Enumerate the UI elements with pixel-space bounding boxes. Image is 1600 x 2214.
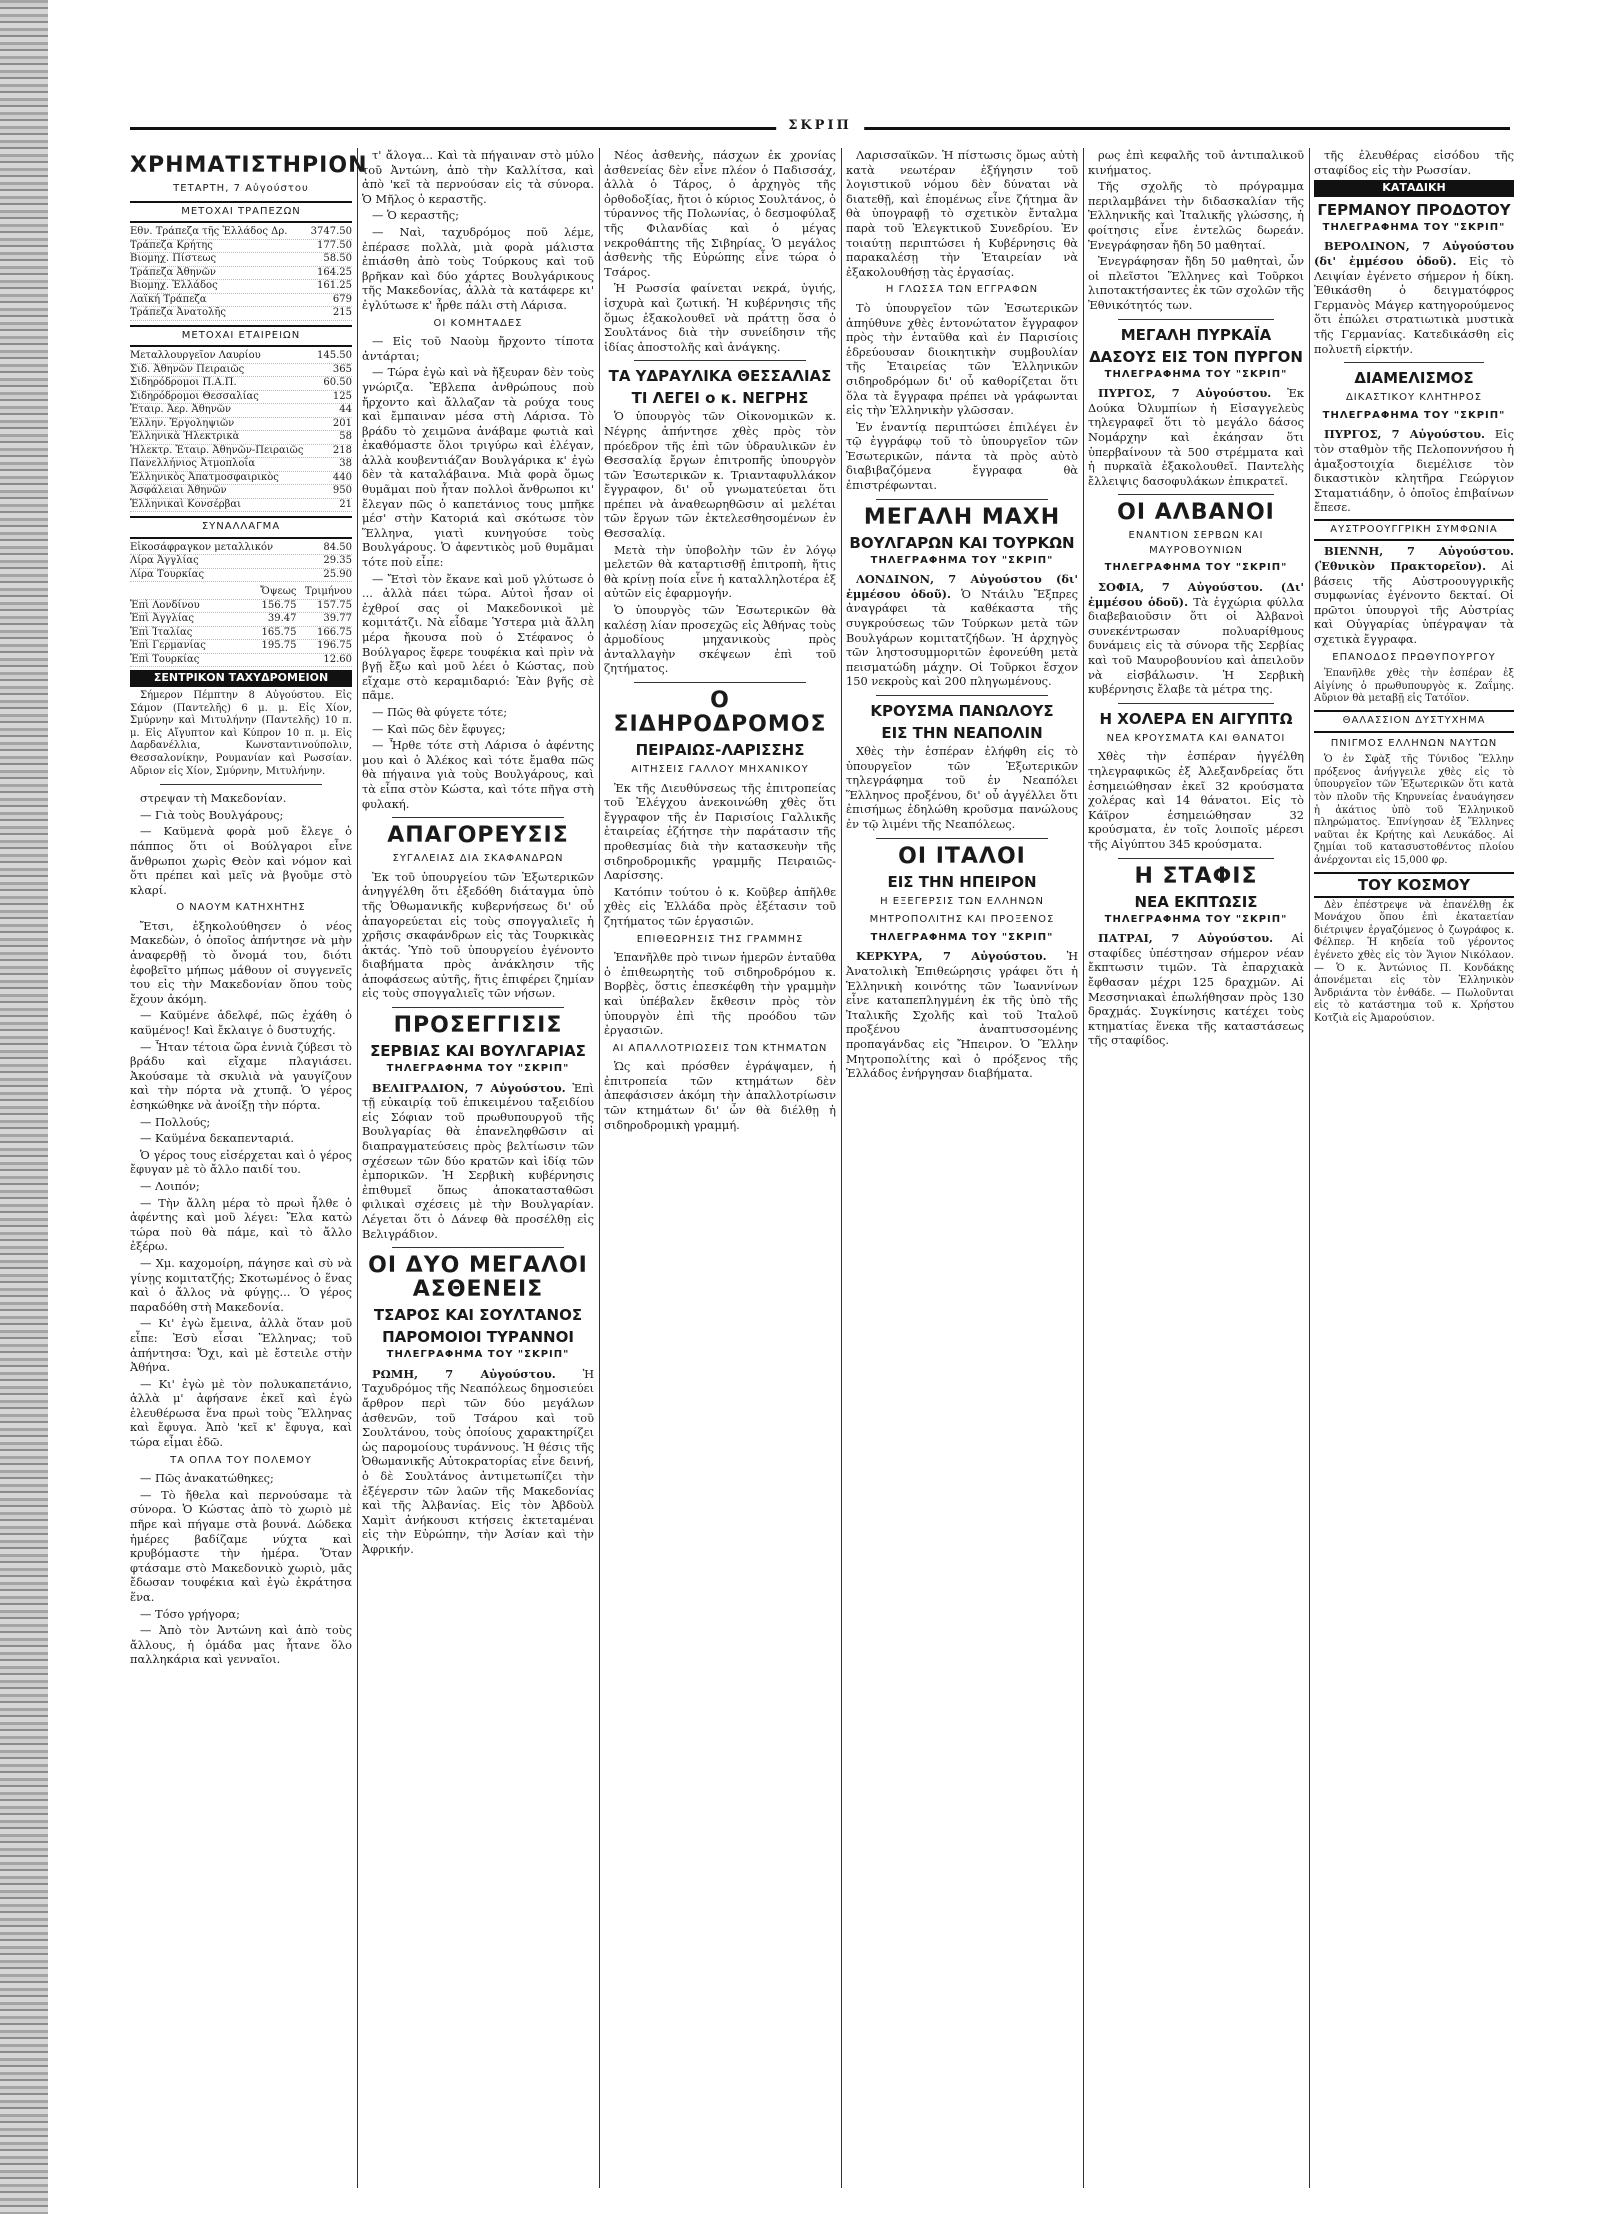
komitades-paragraph: — Εἰς τοῦ Ναοὺμ ἤρχοντο τίποτα ἀντάρται; [362,334,594,363]
italians-text: Ἡ Ἀνατολικὴ Ἐπιθεώρησις γράφει ὅτι ἡ Ἑλληνικὴ κοινότης τῶν Ἰωαννίνων εἶνε καταπεπληγμένη ἐκ τῆς ὑπὸ τῆς Ἰταλικῆς Σχολῆς καὶ τοῦ Ἰταλοῦ προξένου ἀναπτυσσομένης προπαγάνδας εἰς Ἤπειρον. Ὁ Ἕλλην Μητροπολίτης καὶ ὁ πρόξενος τῆς Ἑλλάδος ἐνήργησαν διαβήματα. [846,949,1078,1081]
market-value: 950 [332,485,352,497]
company-shares-table [130,350,352,512]
albanians-title: ΟΙ ΑΛΒΑΝΟΙ [1117,500,1275,526]
disaster-title: ΘΑΛΑΣΣΙΟΝ ΔΥΣΤΥΧΗΜΑ [1314,710,1514,733]
weapons-paragraph: — Τὸ ἤθελα καὶ περνούσαμε τὰ σύνορα. Ὁ Κώστας ἀπὸ τὸ χωριὸ μὲ πῆρε καὶ πήγαμε στὰ βουνά. Δώδεκα ἡμέρες βαδίζαμε νύχτα καὶ κρυβόμαστε τὴν ἡμέρα. Ὅταν φτάσαμε στὸ Μακεδονικὸ χωριὸ, μᾶς ἔδωσαν τουφέκια καὶ ἐγὼ ἐκράτησα ἕνα. [130,1487,352,1604]
market-row [130,542,352,556]
column-2 [362,148,594,2188]
exchange-title: ΧΡΗΜΑΤΙΣΤΗΡΙΟΝ [130,153,368,178]
market-row [130,350,352,364]
austro-dateline: ΒΙΕΝΝΗ, 7 Αὐγούστου. (Ἐθνικὸν Πρακτορεῖον). [1314,544,1514,574]
column-3 [604,148,836,2188]
market-value: 164.25 [317,266,352,278]
italians-subtitle: ΕΙΣ ΤΗΝ ΗΠΕΙΡΟΝ [887,872,1037,891]
market-row [130,364,352,378]
battle-tele: ΤΗΛΕΓΡΑΦΗΜΑ ΤΟΥ "ΣΚΡΙΠ" [870,554,1054,566]
market-name: Τράπεζα Ἀνατολῆς [130,307,226,319]
naoum-paragraph: — Λοιπόν; [140,1178,200,1193]
naples-text: Χθὲς τὴν ἑσπέραν ἐλήφθη εἰς τὸ ὑπουργεῖον τῶν Ἐξωτερικῶν τηλεγράφημα τοῦ ἐν Νεαπόλει Ἕλληνος προξένου, δι' οὗ ἀγγέλλει ὅτι ἐπισήμως ἐδηλώθη κροῦσμα πανώλους ἐν τῷ λιμένι τῆς Νεαπόλεως. [846,744,1078,831]
cholera-title: Η ΧΟΛΕΡΑ ΕΝ ΑΙΓΥΠΤΩ [1099,709,1293,728]
market-value: 365 [332,363,352,375]
article-paragraph: — Ὁ κεραστῆς; [372,208,459,223]
fx-cell: Ἐπὶ Ἀγγλίας [130,613,194,625]
language-paragraph: Ἐν ἐναντίᾳ περιπτώσει ἐπιλέγει ἐν τῷ ἐγγράφῳ τοῦ τὸ ὑπουργεῖον τῶν Ἐσωτερικῶν, πάντα τὰ πρὸς αὐτὸ διαβιβαζόμενα ἔγγραφα θὰ ἐπιστρέφωνται. [846,419,1078,493]
market-value: 3747.50 [310,226,352,238]
fx-row [130,640,352,654]
forests-tele: ΤΗΛΕΓΡΑΦΗΜΑ ΤΟΥ "ΣΚΡΙΠ" [1104,368,1288,380]
railway-title: Ο ΣΙΔΗΡΟΔΡΟΜΟΣ [613,688,827,737]
market-value: 58.50 [323,253,352,265]
language-block [846,301,1078,493]
continued-text [362,148,594,313]
story-paragraph: — Γιὰ τοὺς Βουλγάρους; [140,807,284,822]
column-1 [130,148,368,2188]
market-name: Λίρα Ἀγγλίας [130,555,199,567]
battle-text: Ὁ Ντάιλυ Ἔξπρες ἀναγράφει τὰ καθέκαστα τῆς συγκρούσεως τῶν Τούρκων μετὰ τῶν Βουλγάρων κομιτατζήδων. Ἡ ἀρχηγὸς τῶν ληστοσυμμοριτῶν ἐφονεύθη μετὰ πεισματώδη μάχην. Οἱ Τοῦρκοι ἔσχον 150 νεκροὺς καὶ 200 πληγωμένους. [846,586,1078,689]
thessaly-paragraph: Ὁ ὑπουργὸς τῶν Οἰκονομικῶν κ. Νέγρης ἀπήντησε χθὲς πρὸς τὸν πρόεδρον τῆς ἐπὶ τῶν ὑδραυλικῶν ἐν Θεσσαλίᾳ ἔργων ἐπιτροπῆς ὑπουργὸν τῶν Ἐσωτερικῶν κ. Τριανταφυλλάκον ἔγγραφον, δι' οὗ γνωματεύεται ὅτι πρέπει νὰ ἀναθεωρηθῶσιν αἱ μελέται τῶν ἔργων τῶν ἐκτελεσθησομένων ἐν Θεσσαλίᾳ. [604,409,836,541]
article-paragraph: Λαρισσαϊκῶν. Ἡ πίστωσις ὅμως αὐτὴ κατὰ νεωτέραν ἐξήγησιν τοῦ λογιστικοῦ νόμου δὲν δύναται νὰ διατεθῇ, καὶ ἐπομένως εἶνε ζήτημα ἂν θὰ ὑπογραφῇ τὸ σχετικὸν ἔνταλμα παρὰ τοῦ Ἐλεγκτικοῦ Συνεδρίου. Ἐν τοιαύτῃ περιπτώσει ἡ Κυβέρνησις θὰ παρακαλέσῃ τὴν Ἑταιρείαν νὰ ἐξακολουθήσῃ τὰς ἐργασίας. [846,148,1078,279]
italians-sub3: ΜΗΤΡΟΠΟΛΙΤΗΣ ΚΑΙ ΠΡΟΞΕΝΟΣ [869,914,1055,926]
article-paragraph: Τῆς σχολῆς τὸ πρόγραμμα περιλαμβάνει τὴν διδασκαλίαν τῆς Ἑλληνικῆς καὶ Ἰταλικῆς γλώσσης, ἡ φοίτησις εἶνε ἐντελῶς δωρεάν. Ἐνεγράφησαν ἤδη 50 μαθηταί. [1088,179,1304,252]
market-value: 177.50 [317,239,352,251]
market-name: Σιδ. Ἀθηνῶν Πειραιῶς [130,363,245,375]
market-row [130,499,352,513]
serbia-title: ΠΡΟΣΕΓΓΙΣΙΣ [393,1013,563,1039]
masthead-title: ΣΚΡΙΠ [776,118,864,133]
thessaly-paragraph: Ὁ ὑπουργὸς τῶν Ἐσωτερικῶν θὰ καλέσῃ λίαν προσεχῶς εἰς Ἀθήνας τοὺς ἀρμοδίους μηχανικοὺς πρὸς ἀνταλλαγὴν σκέψεων ἐπὶ τοῦ ζητήματος. [604,603,836,676]
market-value: 125 [332,390,352,402]
market-row [130,458,352,472]
exchange-rates-table [130,542,352,583]
market-value: 679 [332,293,352,305]
inspection-title: ΕΠΙΘΕΩΡΗΣΙΣ ΤΗΣ ΓΡΑΜΜΗΣ [636,933,804,945]
naples-title: ΚΡΟΥΣΜΑ ΠΑΝΩΛΟΥΣ [870,702,1054,720]
post-title: ΣΕΝΤΡΙΚΟΝ ΤΑΧΥΔΡΟΜΕΙΟΝ [130,670,352,687]
ban-text: Ἐκ τοῦ ὑπουργείου τῶν Ἐξωτερικῶν ἀνηγγέλθη ὅτι ἐξεδόθη διάταγμα ὑπὸ τῆς Ὀθωμανικῆς κυβερνήσεως δι' οὗ ἀπαγορεύεται εἰς τοὺς σπογγαλιεῖς ἡ χρῆσις σκαφάνδρων εἰς τὰς Τουρκικὰς ἀκτάς. Ὑπὸ τοῦ ὑπουργείου ἐγένοντο διαβήματα πρὸς ἀνάκλησιν τῆς ἀποφάσεως αὐτῆς, ἥτις ἐπιφέρει ζημίαν εἰς τοὺς σπογγαλιεῖς τῶν νήσων. [362,869,594,1001]
weapons-paragraph: — Τόσο γρήγορα; [140,1606,240,1621]
market-row [130,431,352,445]
weapons-block [130,1471,352,1667]
forests-subtitle: ΔΑΣΟΥΣ ΕΙΣ ΤΟΝ ΠΥΡΓΟΝ [1089,347,1303,366]
albanians-tele: ΤΗΛΕΓΡΑΦΗΜΑ ΤΟΥ "ΣΚΡΙΠ" [1104,562,1288,574]
traitor-subtitle: ΓΕΡΜΑΝΟΥ ΠΡΟΔΟΤΟΥ [1317,200,1511,219]
continued-text [1314,148,1514,177]
market-name: Εἰκοσάφραγκον μεταλλικόν [130,541,274,553]
fx-cell: 39.47 [267,613,297,625]
komitades-title: ΟΙ ΚΟΜΗΤΑΔΕΣ [433,317,523,329]
komitades-paragraph: — Τώρα ἐγὼ καὶ νὰ ἤξευραν δὲν τοὺς γνώριζα. Ἔβλεπα ἀνθρώπους ποὺ ἤρχοντο καὶ ἄλλαζαν τὰ ρούχα τους καὶ ἔμπαιναν μέσα στὴ Λάρισα. Τὸ βράδυ τὸ χειμῶνα ἀνάβαμε φωτιὰ καὶ ἐκαθόμαστε ὅλοι τριγύρω καὶ ἐλέγαν, ἀλλὰ κουβεντιάζαν Βουλγάρικα κ' ἐγὼ δὲν τὰ καταλάβαινα. Μιὰ φορὰ ὅμως θυμᾶμαι ποὺ ἦταν πολλοὶ ἄνθρωποι κι' ἔλεγαν πῶς ὁ καπετάνιος τους μπῆκε μέσ' στὴν Κατοριά καὶ σκότωσε τὸν Ἕλληνα, γιατὶ κυνηγούσε τοὺς Βουλγάρους. Ὁ ἀφεντικὸς μοῦ θυμᾶμαι τότε ποὺ εἶπε: [362,365,594,570]
column-rule [1309,148,1310,2188]
continued-text [846,148,1078,279]
traitor-dateline: ΒΕΡΟΛΙΝΟΝ, 7 Αὐγούστου (δι' ἐμμέσου ὁδοῦ). [1314,239,1514,268]
currant-text: Αἱ σταφίδες ὑπέστησαν σήμερον νέαν ἔκπτωσιν τιμῶν. Τὰ ἐπαρχιακὰ ἔφθασαν μέχρι 125 δραχμῶν. Αἱ Μεσσηνιακαὶ ἐπωλήθησαν πρὸς 130 δραχμάς. Συγκίνησις κατέχει τοὺς κτηματίας ἕνεκα τῆς καταστάσεως τῆς σταφίδος. [1088,931,1305,1048]
story-paragraph: — Καϋμενὰ φορὰ μοῦ ἔλεγε ὁ πάππος ὅτι οἱ Βούλγαροι εἶνε ἄνθρωποι χωρὶς Θεὸν καὶ νόμον καὶ ὅτι πρέπει καὶ μεῖς νὰ βγοῦμε στὸ κλαρί. [130,824,352,897]
article-paragraph: Νέος ἀσθενὴς, πάσχων ἐκ χρονίας ἀσθενείας δὲν εἶνε πλέον ὁ Παδισσάχ, ἀλλὰ ὁ Τάρος, ὁ ἀρχηγὸς τῆς ὀρθοδοξίας, ἤτοι ὁ κύριος Σουλτάνος, ὁ τύραννος τῆς Πολωνίας, ὁ δεσμοφύλαξ τῆς Φιλανδίας καὶ ὁ μέγας νεκροθάπτης τῆς Σιβηρίας. Ὁ μεγάλος ἀσθενὴς τῆς Εὐρώπης εἶνε τώρα ὁ Τσάρος. [604,148,836,279]
fx-cell: 157.75 [317,599,352,611]
market-row [130,280,352,294]
traitor-text: Εἰς τὸ Λειψίαν ἐγένετο σήμερον ἡ δίκη. Ἐθικάσθη ὁ δειγματόφρος Γερμανὸς Μάγερ κατηγορούμενος ὅτι ἐπώλει στρατιωτικὰ μυστικὰ τῆς Γερμανίας. Κατεδικάσθη εἰς πολυετῆ εἱρκτήν. [1314,253,1514,356]
market-name: Λαϊκή Τράπεζα [130,293,207,305]
market-name: Ἑλληνικαὶ Κονσέρβαι [130,498,242,510]
italians-dateline: ΚΕΡΚΥΡΑ, 7 Αὐγούστου. [856,949,1047,964]
currant-dateline: ΠΑΤΡΑΙ, 7 Αὐγούστου. [1098,931,1274,946]
column-rule [357,148,358,2188]
article-paragraph: τῆς ἐλευθέρας εἰσόδου τῆς σταφίδος εἰς τὴν Ρωσσίαν. [1314,148,1514,177]
market-row [130,307,352,321]
cholera-subtitle: ΝΕΑ ΚΡΟΥΣΜΑΤΑ ΚΑΙ ΘΑΝΑΤΟΙ [1106,732,1286,744]
fx-cell [130,586,241,599]
market-name: Ἑταιρ. Ἀερ. Ἀθηνῶν [130,404,232,416]
market-row [130,391,352,405]
expropriation-title: ΑΙ ΑΠΑΛΛΟΤΡΙΩΣΕΙΣ ΤΩΝ ΚΤΗΜΑΤΩΝ [612,1042,828,1054]
judiciary-title: ΔΙΑΜΕΛΙΣΜΟΣ [1354,369,1474,388]
railway-paragraph: Κατόπιν τούτου ὁ κ. Κοῦβερ ἀπῆλθε χθὲς εἰς Ἑλλάδα πρὸς ἐξέτασιν τοῦ ζητήματος τῶν ἐργασιῶν. [604,884,836,928]
article-paragraph: ρως ἐπὶ κεφαλῆς τοῦ ἀντιπαλικοῦ κινήματος. [1088,148,1304,177]
currant-title: Η ΣΤΑΦΙΣ [1134,863,1258,889]
fx-row [130,600,352,614]
railway-subtitle: ΠΕΙΡΑΙΩΣ-ΛΑΡΙΣΣΗΣ [635,741,805,759]
market-value: 25.90 [323,568,352,580]
article-paragraph: — Ναὶ, ταχυδρόμος ποῦ λέμε, ἐπέρασε πολλὰ, μιὰ φορὰ μάλιστα ἐπιάσθη ἀπὸ τοὺς Τούρκους καὶ τοῦ βρῆκαν καὶ δύο χάρτες Βουλγάρικους τῆς Μακεδονίας, ἀλλὰ τὰ κατάφερε κι' ἐγλύτωσε κ' ἦρθε πάλι στὴ Λάρισα. [362,224,594,312]
komitades-block [362,334,594,811]
pope-subtitle-2: ΠΑΡΟΜΟΙΟΙ ΤΥΡΑΝΝΟΙ [382,1328,574,1347]
market-row [130,267,352,281]
thessaly-title: ΤΑ ΥΔΡΑΥΛΙΚΑ ΘΕΣΣΑΛΙΑΣ [608,367,832,386]
market-name: Σιδηρόδρομοι Θεσσαλίας [130,390,259,402]
continued-text [1088,148,1304,313]
market-value: 161.25 [317,280,352,292]
disaster-subtitle: ΠΝΙΓΜΟΣ ΕΛΛΗΝΩΝ ΝΑΥΤΩΝ [1330,737,1498,749]
market-row [130,240,352,254]
currant-tele: ΤΗΛΕΓΡΑΦΗΜΑ ΤΟΥ "ΣΚΡΙΠ" [1104,913,1288,925]
italians-sub2: Η ΕΞΕΓΕΡΣΙΣ ΤΩΝ ΕΛΛΗΝΩΝ [880,895,1044,907]
market-row [130,445,352,459]
market-value: 440 [332,471,352,483]
naoum-paragraph: — Κι' ἐγὼ ἔμεινα, ἀλλὰ ὅταν μοῦ εἶπε: Ἐσὺ εἶσαι Ἕλληνας; τοῦ ἀπήντησα: Ὄχι, καὶ μὲ ἔστειλε στὴν Ἀθήνα. [130,1316,352,1375]
naoum-paragraph: — Τὴν ἄλλη μέρα τὸ πρωὶ ἦλθε ὁ ἀφέντης καὶ μοῦ λέγει: Ἔλα κατὼ τώρα ποὺ θὰ πάμε, καὶ τὸ ἄλλο ἐξέρω. [130,1195,352,1254]
market-name: Σιδηρόδρομοι Π.Α.Π. [130,377,237,389]
article-paragraph: Ἡ Ρωσσία φαίνεται νεκρά, ὑγιής, ἰσχυρὰ καὶ ζωτική. Ἡ κυβέρνησις τῆς ὅμως ἐξακολουθεῖ νὰ πράττῃ ὅσα ὁ Σουλτάνος διὰ τὴν συνείδησιν τῆς ἰδίας ἀποστολῆς καὶ ἀνάγκης. [604,281,836,354]
fx-cell: 156.75 [261,599,297,611]
column-rule [1083,148,1084,2188]
market-row [130,226,352,240]
pope-text: Ἡ Ταχυδρόμος τῆς Νεαπόλεως δημοσιεύει ἄρθρον περὶ τῶν δύο μεγάλων ἀσθενῶν, τοῦ Τσάρου καὶ τοῦ Σουλτάνου, τοὺς ὁποίους χαρακτηρίζει ὡς παρομοίους τυράννους. Ἡ θέσις τῆς Ὀθωμανικῆς Αὐτοκρατορίας εἶνε δεινή, ὁ δὲ Σουλτάνος ἀντιμετωπίζει τὴν ἐξέγερσιν τῶν λαῶν τῆς Μακεδονίας καὶ τῆς Ἀλβανίας. Εἰς τὸν Ἀβδοὺλ Χαμὶτ ἀνήκουσι κτήσεις ἐκτεταμέναι εἰς τὴν Εὐρώπην, τὴν Ἀσίαν καὶ τὴν Ἀφρικήν. [362,1366,594,1556]
railway-paragraph: Ἐκ τῆς Διευθύνσεως τῆς ἐπιτροπείας τοῦ Ἐλέγχου ἀνεκοινώθη χθὲς ὅτι ἔγγραφον τῆς ἐν Παρισίοις Γαλλικῆς ἑταιρείας ἐζήτησε τὴν παράτασιν τῆς προθεσμίας διὰ τὴν κατασκευὴν τῆς σιδηροδρομικῆς γραμμῆς Πειραιῶς-Λαρίσσης. [604,780,836,883]
naoum-paragraph: — Ἦταν τέτοια ὥρα ἐννιὰ ζύβεσι τὸ βράδυ καὶ εἴχαμε πλαγιάσει. Ἀκούσαμε τὰ σκυλιὰ νὰ γαυγίζουν καὶ τὴν πόρτα νὰ χτυπᾷ. Ὁ γέρος ἐσηκώθηκε νὰ ἀνοίξῃ τὴν πόρτα. [130,1039,352,1112]
traitor-tele: ΤΗΛΕΓΡΑΦΗΜΑ ΤΟΥ "ΣΚΡΙΠ" [1322,221,1506,233]
pope-title: ΟΙ ΔΥΟ ΜΕΓΑΛΟΙ ΑΣΘΕΝΕΙΣ [368,1253,588,1303]
naoum-title: Ο ΝΑΟΥΜ ΚΑΤΗΧΗΤΗΣ [176,902,306,914]
market-row [130,555,352,569]
exchange-date: ΤΕΤΑΡΤΗ, 7 Αὐγούστου [173,183,309,194]
judiciary-text: Εἰς τὸν σταθμὸν τῆς Πελοποννήσου ἡ ἁμαξοστοιχία διεμέλισε τὸν δικαστικὸν κλητῆρα Γεώργιον Σταματιάδην, ὁ ὁποῖος ἐπιβαίνων ἔπεσε. [1314,427,1514,515]
market-name: Πανελλήνιος Ἀτμοπλοΐα [130,458,256,470]
market-name: Εθν. Τράπεζα τῆς Ἑλλάδος Δρ. [130,226,288,238]
albanians-subtitle: ΕΝΑΝΤΙΟΝ ΣΕΡΒΩΝ ΚΑΙ ΜΑΥΡΟΒΟΥΝΙΩΝ [1128,530,1264,556]
forests-dateline: ΠΥΡΓΟΣ, 7 Αὐγούστου. [1098,386,1272,401]
fx-cell: Ἐπὶ Γερμανίας [130,640,206,652]
fx-cell: 165.75 [261,626,297,638]
column-4 [846,148,1078,2188]
forests-title: ΜΕΓΑΛΗ ΠΥΡΚΑΪΑ [1120,325,1272,344]
market-name: Τράπεζα Ἀθηνῶν [130,266,216,278]
premier-title: ΕΠΑΝΟΔΟΣ ΠΡΩΘΥΠΟΥΡΓΟΥ [1332,651,1496,663]
story-block [130,791,352,897]
fx-row [130,586,352,600]
market-name: Μεταλλουργεῖον Λαυρίου [130,350,261,362]
cholera-text: Χθὲς τὴν ἑσπέραν ἠγγέλθη τηλεγραφικῶς ἐξ Ἀλεξανδρείας ὅτι ἐσημειώθησαν ἐκεῖ 32 κρούσματα χολέρας καὶ 14 θάνατοι. Εἰς τὸ Κάϊρον ἐσημειώθησαν 32 κρούσματα, ἐν τοῖς λοιποῖς μέρεσι τῆς Αἰγύπτου 345 κρούσματα. [1088,749,1304,851]
currant-subtitle: ΝΕΑ ΕΚΠΤΩΣΙΣ [1134,892,1258,911]
fx-cell: 166.75 [317,626,352,638]
komitades-paragraph: — Ἦρθε τότε στὴ Λάρισα ὁ ἀφέντης μου καὶ ὁ Ἀλέκος καὶ τότε ἔμαθα πῶς θὰ πήγαινα γιὰ τοὺς Βουλγάρους, καὶ τὰ εἶπα στὸν Κώστα, καὶ τότε πῆγα στὴ φυλακή. [362,738,594,811]
naoum-paragraph: — Καϋμένε ἀδελφέ, πῶς ἐχάθη ὁ καϋμένος! Καὶ ἔκλαιγε ὁ δυστυχής. [130,1008,352,1038]
fx-row [130,613,352,627]
company-shares-title: ΜΕΤΟΧΑΙ ΕΤΑΙΡΕΙΩΝ [130,325,352,348]
market-value: 84.50 [323,541,352,553]
judiciary-subtitle: ΔΙΚΑΣΤΙΚΟΥ ΚΛΗΤΗΡΟΣ [1345,392,1483,404]
market-value: 218 [332,444,352,456]
judiciary-tele: ΤΗΛΕΓΡΑΦΗΜΑ ΤΟΥ "ΣΚΡΙΠ" [1322,409,1506,421]
weapons-title: ΤΑ ΟΠΛΑ ΤΟΥ ΠΟΛΕΜΟΥ [170,1454,312,1466]
bank-shares-title: ΜΕΤΟΧΑΙ ΤΡΑΠΕΖΩΝ [130,201,352,224]
market-value: 29.35 [323,555,352,567]
market-value: 58 [339,431,352,443]
scan-edge [0,0,48,2214]
ban-subtitle: ΣΥΓΑΛΕΙΑΣ ΔΙΑ ΣΚΑΦΑΝΔΡΩΝ [392,853,564,865]
fx-row [130,627,352,641]
railway-sub2: ΑΙΤΗΣΕΙΣ ΓΑΛΛΟΥ ΜΗΧΑΝΙΚΟΥ [631,764,809,775]
market-name: Λίρα Τουρκίας [130,568,205,580]
albanians-text: Τὰ ἐγχώρια φύλλα διαβεβαιοῦσιν ὅτι οἱ Ἀλβανοὶ συνεκέντρωσαν πολυαρίθμους δυνάμεις εἰς τὰ σύνορα τῆς Σερβίας καὶ τοῦ Μαυροβουνίου καὶ ἀπειλοῦν νὰ εἰσβάλωσιν. Ἡ Σερβικὴ κυβέρνησις ἔλαβε τὰ μέτρα της. [1088,594,1304,697]
market-name: Ἀσφάλειαι Ἀθηνῶν [130,485,227,497]
serbia-dateline: ΒΕΛΙΓΡΑΔΙΟΝ, 7 Αὐγούστου. [372,1080,566,1095]
austro-text: Αἱ βάσεις τῆς Αὐστροουγγρικῆς συμφωνίας ἐγένοντο δεκταί. Οἱ πρῶτοι ὑπουργοὶ τῆς Αὐστρίας καὶ Οὐγγαρίας ὑπέγραψαν τὰ σχετικὰ ἔγγραφα. [1314,559,1515,647]
market-row [130,294,352,308]
market-name: Βιομηχ. Ἑλλάδος [130,280,218,292]
fx-cell: 12.60 [323,653,352,665]
komitades-paragraph: — Πῶς θὰ φύγετε τότε; [372,704,508,719]
market-value: 201 [332,417,352,429]
masthead [130,118,1510,134]
market-row [130,418,352,432]
article-paragraph: τ' ἄλογα... Καὶ τὰ πήγαιναν στὸ μύλο τοῦ Ἀντώνη, ἀπὸ τὴν Καλλίτσα, καὶ ἀπὸ 'κεῖ τὰ περνούσαν εἰς τὰ σύνορα. Ὁ Μῆλος ὁ κεραστῆς. [362,148,594,206]
market-row [130,404,352,418]
thessaly-subtitle: ΤΙ ΛΕΓΕΙ ο κ. ΝΕΓΡΗΣ [631,389,809,408]
expropriation-text: Ὡς καὶ πρόσθεν ἐγράψαμεν, ἡ ἐπιτροπεία τῶν κτημάτων δὲν ἀπεφάσισεν ἀκόμη τὴν ἀπαλλοτρίωσιν τῶν κτημάτων δι' ὧν θὰ διέλθῃ ἡ σιδηροδρομικὴ γραμμή. [604,1059,836,1132]
article-paragraph: Ἐνεγράφησαν ἤδη 50 μαθηταὶ, ὧν οἱ πλεῖστοι Ἕλληνες καὶ Τοῦρκοι λιποτακτήσαντες ἐκ τῶν σχολῶν τῆς Ἐθνικότητός των. [1088,254,1304,312]
naoum-block [130,919,352,1450]
market-row [130,485,352,499]
market-value: 44 [339,404,352,416]
battle-dateline: ΛΟΝΔΙΝΟΝ, 7 Αὐγούστου (δι' ἐμμέσου ὁδοῦ). [846,572,1078,601]
naoum-paragraph: — Χμ. καχομοίρη, πάγησε καὶ σὺ νὰ γίνῃς κομιτατζής; Σκοτωμένος ὁ ἕνας καὶ ὁ ἄλλος νὰ φύγῃς... Ὁ γέρος παραδόθη στὴ Μακεδονία. [130,1255,352,1314]
albanians-dateline: ΣΟΦΙΑ, 7 Αὐγούστου. (Δι' ἐμμέσου ὁδοῦ). [1088,580,1304,609]
market-row [130,253,352,267]
fx-cell: Ὄψεως [260,586,297,598]
battle-subtitle: ΒΟΥΛΓΑΡΩΝ ΚΑΙ ΤΟΥΡΚΩΝ [849,533,1075,552]
market-row [130,472,352,486]
continued-text [604,148,836,354]
serbia-tele: ΤΗΛΕΓΡΑΦΗΜΑ ΤΟΥ "ΣΚΡΙΠ" [386,1063,570,1075]
market-value: 215 [332,307,352,319]
inspection-text: Ἐπανῆλθε πρὸ τινων ἡμερῶν ἐνταῦθα ὁ ἐπιθεωρητὴς τοῦ σιδηροδρόμου κ. Βορβὲς, ὅστις ἐπεσκέφθη τὴν γραμμὴν καὶ ὑπέβαλεν ἔκθεσιν πρὸς τὸν ὑπουργὸν ἐπὶ τῆς προόδου τῶν ἐργασιῶν. [604,950,836,1038]
weapons-paragraph: — Ἀπὸ τὸν Ἀντώνη καὶ ἀπὸ τοὺς ἄλλους, ἡ ὁμάδα μας ἦτανε ὅλο παλληκάρια καὶ γενναῖοι. [130,1623,352,1667]
world-text: Δὲν ἐπέστρεψε νὰ ἐπανέλθῃ ἐκ Μονάχου ὅπου ἐπὶ ἑκαταετίαν διέτριψεν ἐργαζόμενος ὁ ζωγράφος κ. Φέλπερ. Ἡ κηδεία τοῦ γέροντος ἐγένετο χθὲς εἰς τὸν Ἅγιον Νικόλαον. — Ὁ κ. Ἀντώνιος Π. Κονδάκης ἀπονέμεται εἰς τὸν Ἑλληνικὸν Ἀνδριάντα τὸν ἐνθάδε. — Πωλοῦνται εἰς τὸ κατάστημα τοῦ κ. Χρήστου Κοτζιὰ εἰς Ἀμαρούσιον. [1314,899,1514,1024]
world-title: ΤΟΥ ΚΟΣΜΟΥ [1314,872,1514,898]
ban-title: ΑΠΑΓΟΡΕΥΣΙΣ [387,823,569,849]
market-row [130,569,352,583]
weapons-paragraph: — Πῶς ἀνακατώθηκες; [140,1471,274,1486]
market-value: 145.50 [317,350,352,362]
premier-text: Ἐπανῆλθε χθὲς τὴν ἑσπέραν ἐξ Αἰγίνης ὁ πρωθυπουργὸς κ. Ζαΐμης. Αὔριον θὰ μεταβῇ εἰς Τατόϊον. [1314,668,1514,705]
fx-cell: Ἐπὶ Λονδίνου [130,599,200,611]
serbia-text: Ἐπὶ τῇ εὐκαιρίᾳ τοῦ ἐπικειμένου ταξειδίου εἰς Σόφιαν τοῦ πρωθυπουργοῦ τῆς Βουλγαρίας θὰ ἐπανεληφθῶσιν αἱ διαπραγματεύσεις πρὸς βελτίωσιν τῶν σχέσεων τῶν δύο κρατῶν καὶ ἰδίᾳ τῶν ἐμπορικῶν. Ἡ Σερβικὴ κυβέρνησις ἐπιθυμεῖ ὅπως ἀποκατασταθῶσι φιλικαὶ σχέσεις μὲ τὴν Βουλγαρίαν. Λέγεται ὅτι ὁ Δάνεφ θὰ προσέλθῃ εἰς Βελιγράδιον. [362,1080,594,1241]
fx-cell [241,654,297,667]
bank-shares-table [130,226,352,321]
market-value: 21 [339,498,352,510]
exchange-rates-title: ΣΥΝΑΛΛΑΓΜΑ [130,516,352,539]
austro-title: ΑΥΣΤΡΟΟΥΓΓΡΙΚΗ ΣΥΜΦΩΝΙΑ [1314,519,1514,542]
fx-table [130,586,352,667]
fx-cell: Ἐπὶ Ἰταλίας [130,626,193,638]
forests-text: Ἐκ Δούκα Ὀλυμπίων ἡ Εἰσαγγελεὺς τηλεγραφεῖ ὅτι τὸ μεγάλο δάσος Νομάρχην καὶ ἐκάησαν ὅτι ὑπερβαίνουν τὰ 500 στρέμματα καὶ ἡ πυρκαϊὰ ἐξακολουθεῖ. Παντελὴς ἔλλειψις δασοφυλάκων ἐπικρατεῖ. [1088,386,1304,488]
fx-cell: 196.75 [317,640,352,652]
komitades-paragraph: — Καὶ πῶς δὲν ἔφυγες; [372,721,506,736]
komitades-paragraph: — Ἔτσὶ τὸν ἔκανε καὶ μοῦ γλύτωσε ὁ ... ἀλλὰ πάει τώρα. Αὐτοὶ ἦσαν οἱ ἐχθροί σας οἱ Μακεδονικοὶ μὲ κομιτάτζι. Νὰ εἶδαμε Ὑστερα μιὰ ἄλλη μέρα ἤκουσα ποὺ ὁ Στέφανος ὁ Βούλγαρος ἔφερε τουφέκια καὶ πρὶν νὰ βγῇ ἔξω καὶ μοῦ λέει ὁ Κώστας, ποὺ εἴχαμε στὸ κεραμιδαριό: Ἐὰν βγῆς σὲ πᾶμε. [362,571,594,703]
language-paragraph: Τὸ ὑπουργεῖον τῶν Ἐσωτερικῶν ἀπηύθυνε χθὲς ἐντονώτατον ἔγγραφον πρὸς τὴν ἐνταῦθα καὶ ἐν Παρισίοις ἑδρεύουσαν διοικητικὴν συμβουλίαν τῆς Ἑταιρείας τῶν Ἑλληνικῶν σιδηροδρόμων δι' οὗ καθορίζεται ὅτι ὅλα τὰ ἔγγραφα πρέπει νὰ γράφωνται εἰς τὴν Ἑλληνικὴν γλῶσσαν. [846,300,1078,418]
story-paragraph: στρεψαν τὴ Μακεδονίαν. [140,791,287,806]
battle-title: ΜΕΓΑΛΗ ΜΑΧΗ [863,504,1061,530]
market-name: Ἑλληνικὸς Ἀπατμοσφαιρικὸς [130,471,279,483]
post-text: Σήμερον Πέμπτην 8 Αὐγούστου. Εἰς Σάμον (Παντελῆς) 6 μ. μ. Εἰς Χίον, Σμύρνην καὶ Μιτυλήνην (Παντελῆς) 10 π. μ. Εἰς Αἴγυπτον καὶ Κύπρον 10 π. μ. Εἰς Δαρδανέλλια, Κωνσταντινούπολιν, Θεσσαλονίκην, Ρουμανίαν καὶ Ρωσσίαν. Αὔριον εἰς Χίον, Σμύρνην, Μιτυλήνην. [130,689,352,777]
disaster-text: Ὁ ἐν Σφὰξ τῆς Τύνιδος Ἕλλην πρόξενος ἀνήγγειλε χθὲς εἰς τὸ ὑπουργεῖον τῶν Ἐξωτερικῶν ὅτι κατὰ τὸν πλοῦν τῆς Κηρυνείας ἐναυάγησεν ἡ ἀκάτιος ὑπὸ τοῦ Ἑλληνικοῦ πληρώματος. Ἐπνίγησαν ἐξ Ἕλληνες ναῦται ἐκ Κρήτης καὶ Λευκάδος. Αἱ ζημίαι τοῦ κατασυστοθέντος πλοίου ἀνέρχονται εἰς 15,000 φρ. [1314,754,1514,866]
naoum-paragraph: Ὁ γέρος τους εἰσέρχεται καὶ ὁ γέρος ἔφυγαν μὲ τὸ ἄλλο παιδί του. [130,1147,352,1177]
railway-block [604,781,836,929]
pope-subtitle: ΤΣΑΡΟΣ ΚΑΙ ΣΟΥΛΤΑΝΟΣ [373,1306,583,1325]
market-name: Τράπεζα Κρήτης [130,239,213,251]
pope-tele: ΤΗΛΕΓΡΑΦΗΜΑ ΤΟΥ "ΣΚΡΙΠ" [386,1349,570,1361]
judiciary-dateline: ΠΥΡΓΟΣ, 7 Αὐγούστου. [1324,427,1486,442]
naoum-paragraph: — Κι' ἐγὼ μὲ τὸν πολυκαπετάνιο, ἀλλὰ μ' ἀφήσανε ἐκεῖ καὶ ἐγὼ ἐλευθέρωσα ἕνα πρωὶ τοὺς Ἕλληνας καὶ ἔφυγα. Ἀπὸ 'κεῖ κ' ἔφυγα, καὶ τώρα εἶμαι ἐδῶ. [130,1376,352,1450]
column-rule [599,148,600,2188]
market-name: Βιομηχ. Πίστεως [130,253,217,265]
column-6 [1314,148,1514,2188]
market-name: Ἑλλην. Ἐργοληψιῶν [130,417,235,429]
naoum-paragraph: — Πολλούς; [140,1114,211,1129]
thessaly-block [604,409,836,676]
market-row [130,377,352,391]
column-5 [1088,148,1304,2188]
thessaly-paragraph: Μετὰ τὴν ὑποβολὴν τῶν ἐν λόγῳ μελετῶν θὰ καταρτισθῇ ἐπιτροπὴ, ἥτις θὰ κρίνῃ ποία εἶνε ἡ καταλληλοτέρα ἐξ αὐτῶν εἰς ἐφαρμογήν. [604,542,836,601]
market-value: 60.50 [323,377,352,389]
italians-tele: ΤΗΛΕΓΡΑΦΗΜΑ ΤΟΥ "ΣΚΡΙΠ" [870,931,1054,943]
column-rule [841,148,842,2188]
naoum-paragraph: Ἔτσι, ἐξηκολούθησεν ὁ νέος Μακεδὼν, ὁ ὁποῖος ἀπήντησε νὰ μὴν ἀναφερθῇ τὸ ὄνομά του, διότι ἐφοβεῖτο μήπως μάθουν οἱ συγγενεῖς του εἰς τὴν Μακεδονίαν ὅπου τοὺς ἔχουν ἀκόμη. [130,918,352,1006]
fx-cell: 195.75 [261,640,297,652]
market-name: Ἠλεκτρ. Ἑταιρ. Ἀθηνῶν-Πειραιῶς [130,444,304,456]
naples-subtitle: ΕΙΣ ΤΗΝ ΝΕΑΠΟΛΙΝ [881,724,1043,742]
fx-cell: 39.77 [323,613,352,625]
serbia-subtitle: ΣΕΡΒΙΑΣ ΚΑΙ ΒΟΥΛΓΑΡΙΑΣ [370,1042,586,1061]
market-value: 38 [339,458,352,470]
language-title: Η ΓΛΩΣΣΑ ΤΩΝ ΕΓΓΡΑΦΩΝ [885,284,1039,296]
naoum-paragraph: — Καϋμένα δεκαπενταριά. [140,1131,295,1146]
pope-dateline: ΡΩΜΗ, 7 Αὐγούστου. [372,1366,556,1381]
traitor-title: ΚΑΤΑΔΙΚΗ [1314,180,1514,197]
fx-cell: Ἐπὶ Τουρκίας [130,653,200,665]
market-name: Ἑλληνικὰ Ἠλεκτρικὰ [130,431,240,443]
fx-row [130,654,352,668]
italians-title: ΟΙ ΙΤΑΛΟΙ [898,843,1026,869]
fx-cell: Τριμήνου [304,586,352,598]
